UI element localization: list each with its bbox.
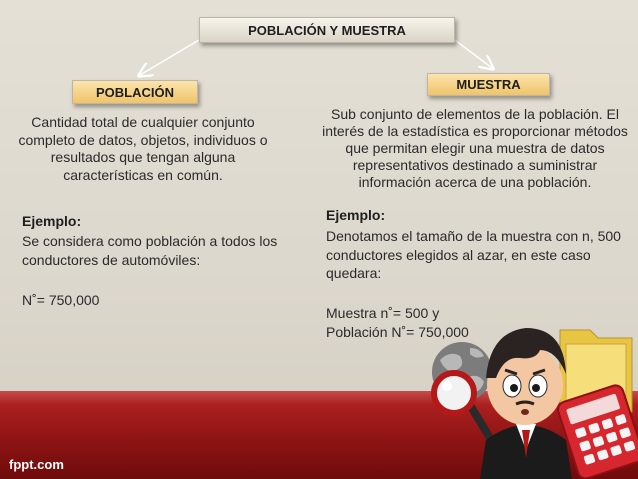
footer-brand: fppt.com (9, 457, 64, 472)
poblacion-example-value: N˚= 750,000 (22, 292, 100, 308)
poblacion-example-heading: Ejemplo: (22, 213, 82, 229)
muestra-definition: Sub conjunto de elementos de la población. El interés de la estadística es proporcionar métodos que permitan elegir una muestra de datos representativos destinado a suministrar información acerca de una población. (322, 106, 628, 190)
title-text: POBLACIÓN Y MUESTRA (248, 22, 406, 38)
muestra-label: MUESTRA (456, 77, 521, 92)
poblacion-definition: Cantidad total de cualquier conjunto completo de datos, objetos, individuos o resultados que tengan alguna características en común. (18, 114, 268, 183)
muestra-example-line2: Población N˚= 750,000 (326, 324, 469, 340)
muestra-example-text: Denotamos el tamaño de la muestra con n, 500 conductores elegidos al azar, en este caso quedara: (326, 228, 621, 281)
muestra-example-heading: Ejemplo: (326, 207, 386, 223)
poblacion-example-text: Se considera como población a todos los conductores de automóviles: (22, 233, 278, 268)
poblacion-label: POBLACIÓN (96, 84, 174, 100)
muestra-example-line1: Muestra n˚= 500 y (326, 305, 440, 321)
cartoon-character (480, 328, 572, 479)
